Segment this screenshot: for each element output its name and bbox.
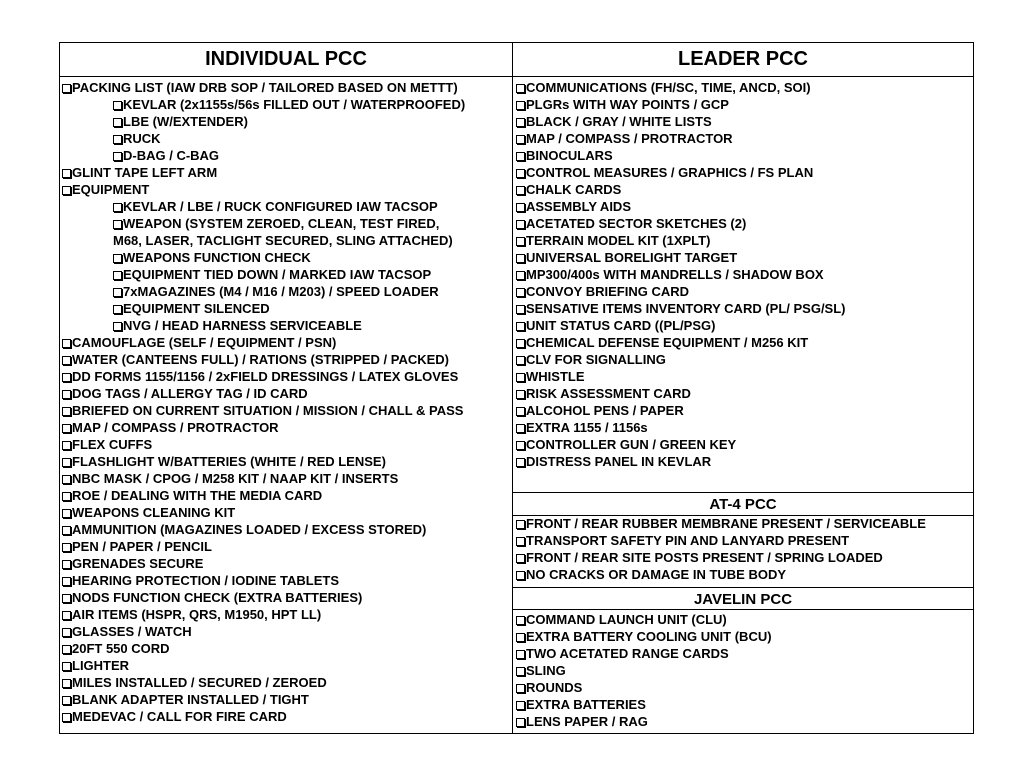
checkbox-icon[interactable] (516, 650, 525, 659)
checkbox-icon[interactable] (62, 509, 71, 518)
checklist-item-label: MAP / COMPASS / PROTRACTOR (526, 131, 733, 146)
checklist-item-label: FRONT / REAR SITE POSTS PRESENT / SPRING LOADED (526, 550, 883, 565)
checklist-item (62, 198, 465, 215)
checkbox-icon[interactable] (113, 220, 122, 229)
checkbox-icon[interactable] (516, 305, 525, 314)
checklist-item-label: ALCOHOL PENS / PAPER (526, 403, 684, 418)
checklist-item (62, 232, 465, 249)
checklist-item (62, 708, 465, 725)
checklist-item-label: PACKING LIST (IAW DRB SOP / TAILORED BASED ON METTT) (72, 80, 458, 95)
checklist-item-label: MAP / COMPASS / PROTRACTOR (72, 420, 279, 435)
checkbox-icon[interactable] (516, 520, 525, 529)
checklist-item (516, 453, 846, 470)
individual-pcc-list (62, 79, 465, 725)
checkbox-icon[interactable] (62, 339, 71, 348)
checkbox-icon[interactable] (62, 186, 71, 195)
checklist-item-label: AMMUNITION (MAGAZINES LOADED / EXCESS STORED) (72, 522, 427, 537)
checklist-item-label: CONTROLLER GUN / GREEN KEY (526, 437, 737, 452)
checkbox-icon[interactable] (516, 169, 525, 178)
checklist-item-label: DOG TAGS / ALLERGY TAG / ID CARD (72, 386, 308, 401)
checkbox-icon[interactable] (516, 84, 525, 93)
checklist-item (62, 96, 465, 113)
checklist-item (516, 198, 846, 215)
javelin-pcc-list (516, 611, 772, 730)
checklist-item (516, 696, 772, 713)
checkbox-icon[interactable] (113, 118, 122, 127)
checklist-item-label: KEVLAR (2x1155s/56s FILLED OUT / WATERPROOFED) (123, 97, 466, 112)
checkbox-icon[interactable] (516, 288, 525, 297)
checklist-item (516, 532, 926, 549)
checkbox-icon[interactable] (516, 254, 525, 263)
checklist-item-label: DD FORMS 1155/1156 / 2xFIELD DRESSINGS / LATEX GLOVES (72, 369, 459, 384)
checklist-item-label: TERRAIN MODEL KIT (1XPLT) (526, 233, 711, 248)
checklist-item-label: AIR ITEMS (HSPR, QRS, M1950, HPT LL) (72, 607, 322, 622)
checklist-item (516, 713, 772, 730)
checklist-item (62, 283, 465, 300)
checklist-item (62, 368, 465, 385)
checklist-item (516, 679, 772, 696)
checklist-item (516, 549, 926, 566)
checklist-item-label: EQUIPMENT TIED DOWN / MARKED IAW TACSOP (123, 267, 432, 282)
checkbox-icon[interactable] (516, 237, 525, 246)
checklist-item (62, 334, 465, 351)
checklist-item-label: CONTROL MEASURES / GRAPHICS / FS PLAN (526, 165, 814, 180)
checklist-item (516, 181, 846, 198)
checklist-item (516, 351, 846, 368)
checklist-item-label: CHEMICAL DEFENSE EQUIPMENT / M256 KIT (526, 335, 809, 350)
checkbox-icon[interactable] (62, 424, 71, 433)
checklist-item (62, 249, 465, 266)
checklist-item (516, 79, 846, 96)
checklist-item (62, 300, 465, 317)
checklist-item-label: FLEX CUFFS (72, 437, 153, 452)
checklist-item-label: LENS PAPER / RAG (526, 714, 648, 729)
checklist-item (516, 645, 772, 662)
checkbox-icon[interactable] (62, 169, 71, 178)
checklist-item-label: ROUNDS (526, 680, 583, 695)
checklist-item (62, 164, 465, 181)
checklist-item-label: EXTRA 1155 / 1156s (526, 420, 648, 435)
checkbox-icon[interactable] (516, 458, 525, 467)
checklist-item-label: 20FT 550 CORD (72, 641, 170, 656)
checkbox-icon[interactable] (516, 152, 525, 161)
checklist-item (62, 640, 465, 657)
checklist-item (62, 317, 465, 334)
checkbox-icon[interactable] (516, 571, 525, 580)
checklist-item-label: WATER (CANTEENS FULL) / RATIONS (STRIPPED / PACKED) (72, 352, 449, 367)
checklist-item (62, 351, 465, 368)
checkbox-icon[interactable] (113, 305, 122, 314)
checklist-item (516, 317, 846, 334)
checklist-item (62, 572, 465, 589)
checklist-item-label: COMMUNICATIONS (FH/SC, TIME, ANCD, SOI) (526, 80, 811, 95)
checkbox-icon[interactable] (62, 543, 71, 552)
checkbox-icon[interactable] (516, 135, 525, 144)
checkbox-icon[interactable] (113, 271, 122, 280)
checklist-item-label: MEDEVAC / CALL FOR FIRE CARD (72, 709, 287, 724)
checklist-item-label: D-BAG / C-BAG (123, 148, 220, 163)
checklist-item (62, 79, 465, 96)
checklist-item (516, 368, 846, 385)
checklist-item (516, 96, 846, 113)
checkbox-icon[interactable] (62, 594, 71, 603)
checkbox-icon[interactable] (62, 628, 71, 637)
javelin-pcc-header: JAVELIN PCC (693, 591, 793, 608)
at4-pcc-list (516, 515, 926, 583)
checklist-item-label: COMMAND LAUNCH UNIT (CLU) (526, 612, 727, 627)
checklist-item-label: CHALK CARDS (526, 182, 622, 197)
checkbox-icon[interactable] (113, 101, 122, 110)
checklist-item-label: EQUIPMENT SILENCED (123, 301, 270, 316)
checkbox-icon[interactable] (62, 577, 71, 586)
checklist-item-label: ACETATED SECTOR SKETCHES (2) (526, 216, 747, 231)
checklist-item (62, 402, 465, 419)
checklist-item (516, 334, 846, 351)
checklist-item-label: CONVOY BRIEFING CARD (526, 284, 689, 299)
checklist-item (62, 453, 465, 470)
checklist-item (62, 487, 465, 504)
checklist-item-label: RUCK (123, 131, 161, 146)
checklist-item (516, 628, 772, 645)
checklist-item (516, 611, 772, 628)
checkbox-icon[interactable] (62, 713, 71, 722)
checkbox-icon[interactable] (516, 441, 525, 450)
checklist-item-label: EQUIPMENT (72, 182, 150, 197)
checkbox-icon[interactable] (113, 254, 122, 263)
checklist-item-label: EXTRA BATTERIES (526, 697, 646, 712)
checkbox-icon[interactable] (516, 118, 525, 127)
checkbox-icon[interactable] (62, 645, 71, 654)
checklist-item-label: M68, LASER, TACLIGHT SECURED, SLING ATTACHED) (113, 233, 453, 248)
checkbox-icon[interactable] (62, 526, 71, 535)
leader-pcc-header: LEADER PCC (677, 48, 808, 70)
checklist-item (62, 504, 465, 521)
checkbox-icon[interactable] (62, 441, 71, 450)
checkbox-icon[interactable] (516, 424, 525, 433)
checkbox-icon[interactable] (62, 696, 71, 705)
checklist-item-label: NODS FUNCTION CHECK (EXTRA BATTERIES) (72, 590, 363, 605)
checklist-item-label: BLANK ADAPTER INSTALLED / TIGHT (72, 692, 309, 707)
checkbox-icon[interactable] (62, 390, 71, 399)
column-divider (512, 43, 513, 733)
checklist-item-label: TRANSPORT SAFETY PIN AND LANYARD PRESENT (526, 533, 850, 548)
checklist-item (516, 419, 846, 436)
checklist-item (62, 266, 465, 283)
checklist-item (62, 521, 465, 538)
leader-pcc-list (516, 79, 846, 470)
checkbox-icon[interactable] (516, 537, 525, 546)
checklist-item-label: WEAPONS FUNCTION CHECK (123, 250, 311, 265)
checklist-item-label: NBC MASK / CPOG / M258 KIT / NAAP KIT / INSERTS (72, 471, 399, 486)
checklist-item (516, 402, 846, 419)
checklist-item-label: GLINT TAPE LEFT ARM (72, 165, 218, 180)
checklist-item-label: UNIVERSAL BORELIGHT TARGET (526, 250, 738, 265)
checklist-item-label: CAMOUFLAGE (SELF / EQUIPMENT / PSN) (72, 335, 337, 350)
javelin-section-top-divider (513, 587, 973, 588)
checkbox-icon[interactable] (516, 101, 525, 110)
checkbox-icon[interactable] (62, 458, 71, 467)
checklist-item (62, 657, 465, 674)
checkbox-icon[interactable] (62, 407, 71, 416)
checklist-item (516, 300, 846, 317)
checklist-item (62, 181, 465, 198)
checkbox-icon[interactable] (113, 135, 122, 144)
checklist-item (516, 662, 772, 679)
checklist-item-label: TWO ACETATED RANGE CARDS (526, 646, 729, 661)
checklist-item (516, 266, 846, 283)
checklist-item-label: ASSEMBLY AIDS (526, 199, 631, 214)
checklist-item-label: CLV FOR SIGNALLING (526, 352, 666, 367)
checklist-item-label: BRIEFED ON CURRENT SITUATION / MISSION / CHALL & PASS (72, 403, 464, 418)
checkbox-icon[interactable] (516, 271, 525, 280)
checkbox-icon[interactable] (62, 492, 71, 501)
checkbox-icon[interactable] (516, 616, 525, 625)
checkbox-icon[interactable] (113, 152, 122, 161)
checklist-item-label: ROE / DEALING WITH THE MEDIA CARD (72, 488, 323, 503)
checkbox-icon[interactable] (516, 633, 525, 642)
checklist-item (62, 147, 465, 164)
checklist-item (62, 589, 465, 606)
checklist-item (62, 215, 465, 232)
checklist-item-label: NO CRACKS OR DAMAGE IN TUBE BODY (526, 567, 787, 582)
checklist-item-label: SLING (526, 663, 566, 678)
checklist-item-label: UNIT STATUS CARD ((PL/PSG) (526, 318, 716, 333)
checklist-item (62, 691, 465, 708)
checkbox-icon[interactable] (516, 718, 525, 727)
checkbox-icon[interactable] (62, 356, 71, 365)
checklist-item-label: DISTRESS PANEL IN KEVLAR (526, 454, 712, 469)
checklist-item-label: MILES INSTALLED / SECURED / ZEROED (72, 675, 327, 690)
checkbox-icon[interactable] (62, 679, 71, 688)
javelin-header-divider (513, 609, 973, 610)
checkbox-icon[interactable] (516, 373, 525, 382)
checklist-item (62, 130, 465, 147)
checklist-item (516, 436, 846, 453)
checklist-item (516, 283, 846, 300)
at4-pcc-header: AT-4 PCC (709, 496, 777, 513)
checklist-item-label: WHISTLE (526, 369, 585, 384)
checkbox-icon[interactable] (516, 220, 525, 229)
checklist-item-label: GLASSES / WATCH (72, 624, 192, 639)
checklist-item-label: RISK ASSESSMENT CARD (526, 386, 691, 401)
checkbox-icon[interactable] (516, 186, 525, 195)
checklist-item-label: LBE (W/EXTENDER) (123, 114, 248, 129)
checklist-item-label: MP300/400s WITH MANDRELLS / SHADOW BOX (526, 267, 824, 282)
checklist-item-label: LIGHTER (72, 658, 130, 673)
checklist-item (62, 538, 465, 555)
checkbox-icon[interactable] (516, 554, 525, 563)
checkbox-icon[interactable] (516, 339, 525, 348)
checklist-item-label: PEN / PAPER / PENCIL (72, 539, 212, 554)
checklist-item (516, 130, 846, 147)
header-divider (60, 76, 973, 77)
checklist-item-label: EXTRA BATTERY COOLING UNIT (BCU) (526, 629, 772, 644)
checklist-item-label: FRONT / REAR RUBBER MEMBRANE PRESENT / SERVICEABLE (526, 516, 926, 531)
checklist-item (62, 436, 465, 453)
checkbox-icon[interactable] (113, 203, 122, 212)
checklist-item (516, 215, 846, 232)
checklist-item (62, 113, 465, 130)
checklist-item (62, 674, 465, 691)
checklist-item (516, 249, 846, 266)
pcc-checklist-table (59, 42, 974, 734)
checklist-item (62, 623, 465, 640)
checkbox-icon[interactable] (516, 407, 525, 416)
checkbox-icon[interactable] (516, 203, 525, 212)
checklist-item (516, 232, 846, 249)
checklist-item-label: BLACK / GRAY / WHITE LISTS (526, 114, 712, 129)
checkbox-icon[interactable] (516, 356, 525, 365)
checkbox-icon[interactable] (62, 560, 71, 569)
individual-pcc-header: INDIVIDUAL PCC (205, 48, 367, 70)
checklist-item (516, 515, 926, 532)
checklist-item (62, 555, 465, 572)
checkbox-icon[interactable] (516, 390, 525, 399)
checklist-item-label: 7xMAGAZINES (M4 / M16 / M203) / SPEED LOADER (123, 284, 439, 299)
checkbox-icon[interactable] (62, 84, 71, 93)
checklist-item (62, 606, 465, 623)
checkbox-icon[interactable] (62, 475, 71, 484)
checklist-item-label: NVG / HEAD HARNESS SERVICEABLE (123, 318, 362, 333)
checkbox-icon[interactable] (62, 662, 71, 671)
checkbox-icon[interactable] (516, 684, 525, 693)
checklist-item-label: GRENADES SECURE (72, 556, 204, 571)
checkbox-icon[interactable] (62, 611, 71, 620)
at4-section-top-divider (513, 492, 973, 493)
checkbox-icon[interactable] (516, 701, 525, 710)
checklist-item-label: FLASHLIGHT W/BATTERIES (WHITE / RED LENSE) (72, 454, 386, 469)
checklist-item (62, 419, 465, 436)
checklist-item (516, 164, 846, 181)
checklist-item-label: SENSATIVE ITEMS INVENTORY CARD (PL/ PSG/SL) (526, 301, 846, 316)
checkbox-icon[interactable] (113, 322, 122, 331)
checklist-item (62, 470, 465, 487)
checklist-item (516, 147, 846, 164)
checkbox-icon[interactable] (113, 288, 122, 297)
checkbox-icon[interactable] (516, 667, 525, 676)
checklist-item-label: WEAPON (SYSTEM ZEROED, CLEAN, TEST FIRED, (123, 216, 440, 231)
checklist-item (516, 566, 926, 583)
checklist-item-label: PLGRs WITH WAY POINTS / GCP (526, 97, 729, 112)
checklist-item-label: BINOCULARS (526, 148, 613, 163)
checklist-item (516, 113, 846, 130)
checkbox-icon[interactable] (516, 322, 525, 331)
checklist-item-label: HEARING PROTECTION / IODINE TABLETS (72, 573, 339, 588)
checkbox-icon[interactable] (62, 373, 71, 382)
checklist-item-label: WEAPONS CLEANING KIT (72, 505, 236, 520)
checklist-item (516, 385, 846, 402)
checklist-item-label: KEVLAR / LBE / RUCK CONFIGURED IAW TACSOP (123, 199, 438, 214)
checklist-item (62, 385, 465, 402)
